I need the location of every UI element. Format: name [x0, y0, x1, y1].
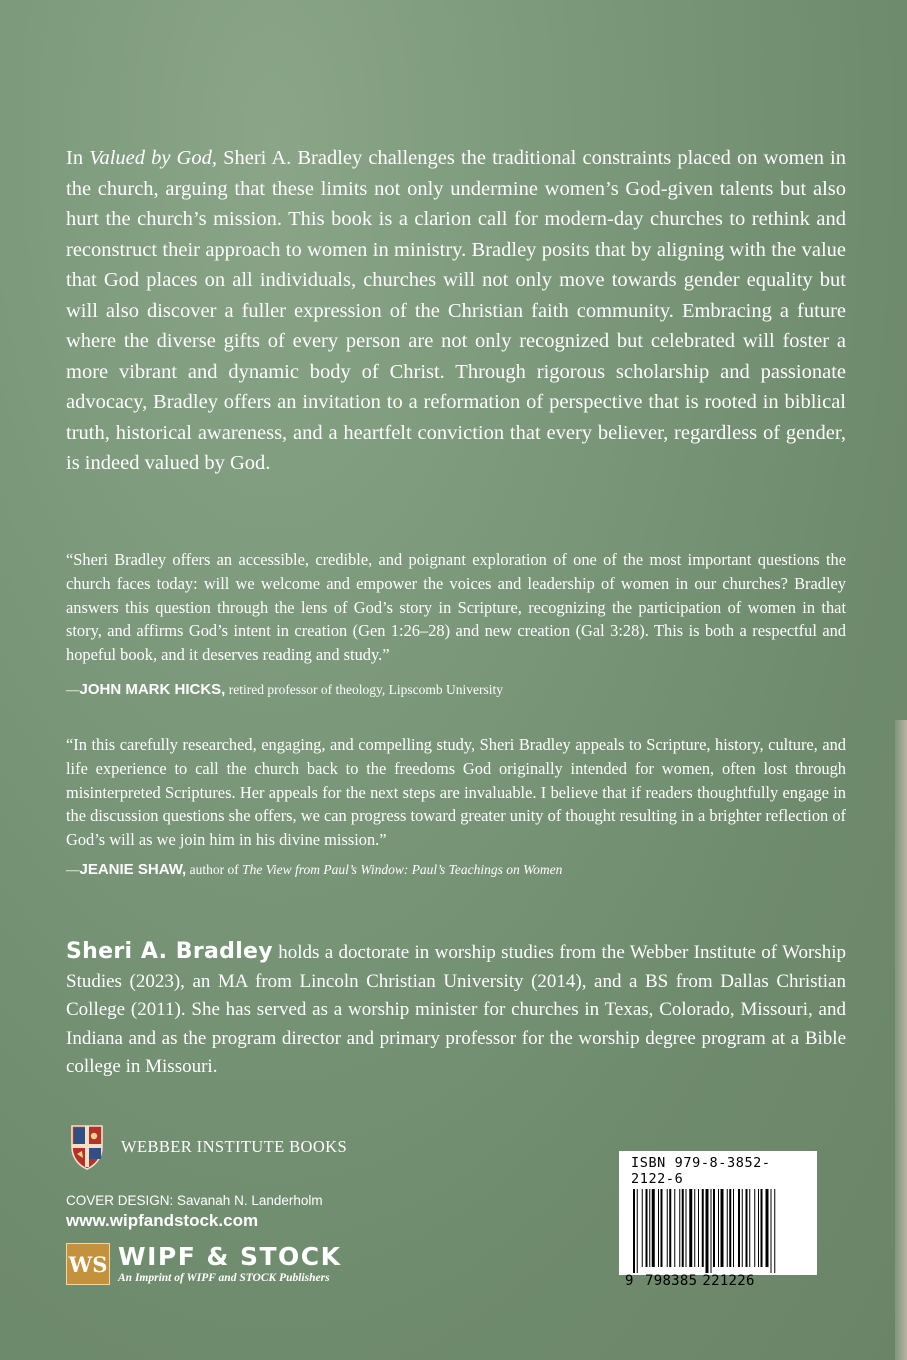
endorsement-quote-2: “In this carefully researched, engaging, and compelling study, Sheri Bradley appeals to Scripture, history, culture, and life experience to call the church back to the freedoms God originally intended for women, often lost through misinterpreted Scriptures. Her appeals for the next steps are invaluable. I believe that if readers thoughtfully engage in the discussion questions she offers, we can progress toward greater unity of thought resulting in a brighter reflection of God’s will as we join him in his divine mission.”: [66, 735, 846, 850]
photo-edge-strip: [895, 720, 907, 1360]
publisher-text: [118, 1243, 342, 1285]
endorsement-attribution-1: [66, 681, 503, 699]
barcode-digit-group-2: 221226: [702, 1273, 755, 1289]
endorser-role: author of: [186, 862, 243, 877]
publisher-logo-block: [66, 1243, 342, 1285]
endorsement-attribution-2: [66, 861, 562, 879]
book-title: Valued by God: [89, 147, 212, 169]
endorser-name: JOHN MARK HICKS,: [79, 681, 226, 698]
cover-design-credit: COVER DESIGN: Savanah N. Landerholm: [66, 1193, 323, 1208]
barcode-digits: [625, 1273, 811, 1289]
author-name: Sheri A. Bradley: [66, 939, 273, 964]
series-name: WEBBER INSTITUTE BOOKS: [121, 1137, 348, 1156]
endorser-name: JEANIE SHAW,: [79, 861, 187, 878]
endorsement-quote-1: “Sheri Bradley offers an accessible, credible, and poignant exploration of one of the most important questions the church faces today: will we welcome and empower the voices and leadership of women in our churches? Bradley answers this question through the lens of God’s story in Scripture, recognizing the participation of women in that story, and affirms God’s intent in creation (Gen 1:26–28) and new creation (Gal 3:28). This is both a respectful and hopeful book, and it deserves reading and study.”: [66, 550, 846, 665]
barcode-digit-group-1: 798385: [645, 1273, 698, 1289]
attribution-dash: —: [66, 682, 80, 697]
endorser-work: The View from Paul’s Window: Paul’s Teachings on Women: [242, 862, 563, 877]
bio-text: holds a doctorate in worship studies from the Webber Institute of Worship Studies (2023), an MA from Lincoln Christian University (2014), and a BS from Dallas Christian College (2011). She has served as a worship minister for churches in Texas, Colorado, Missouri, and Indiana and as the program director and primary professor for the worship degree program at a Bible college in Missouri.: [66, 942, 846, 1077]
publisher-website: www.wipfandstock.com: [66, 1211, 259, 1230]
publisher-subtitle: An Imprint of WIPF and STOCK Publishers: [118, 1272, 330, 1284]
series-imprint: [69, 1123, 347, 1171]
description-body: , Sheri A. Bradley challenges the traditional constraints placed on women in the church, arguing that these limits not only undermine women’s God-given talents but also hurt the church’s mission. This book is a clarion call for modern-day churches to rethink and reconstruct their approach to women in ministry. Bradley posits that by aligning with the value that God places on all individuals, churches will not only move towards gender equality but will also discover a fuller expression of the Christian faith community. Embracing a future where the diverse gifts of every person are not only recognized but celebrated will foster a more vibrant and dynamic body of Christ. Through rigorous scholarship and passionate advocacy, Bradley offers an invitation to a reformation of perspective that is rooted in biblical truth, historical awareness, and a heartfelt conviction that every believer, regardless of gender, is indeed valued by God.: [66, 147, 846, 474]
book-description: [66, 143, 846, 479]
attribution-dash: —: [66, 862, 80, 877]
isbn-barcode: [619, 1151, 817, 1289]
shield-crest-icon: [69, 1123, 105, 1171]
publisher-name: WIPF & STOCK: [118, 1242, 342, 1271]
endorser-role: retired professor of theology, Lipscomb University: [225, 682, 504, 697]
barcode-bars: [625, 1189, 811, 1273]
isbn-label: ISBN 979-8-3852-2122-6: [631, 1155, 771, 1187]
description-intro: In: [66, 147, 90, 169]
ws-monogram-icon: WS: [66, 1243, 110, 1285]
credits: [66, 1192, 323, 1233]
barcode-lead-digit: 9: [625, 1273, 634, 1289]
author-bio: [66, 938, 846, 1082]
